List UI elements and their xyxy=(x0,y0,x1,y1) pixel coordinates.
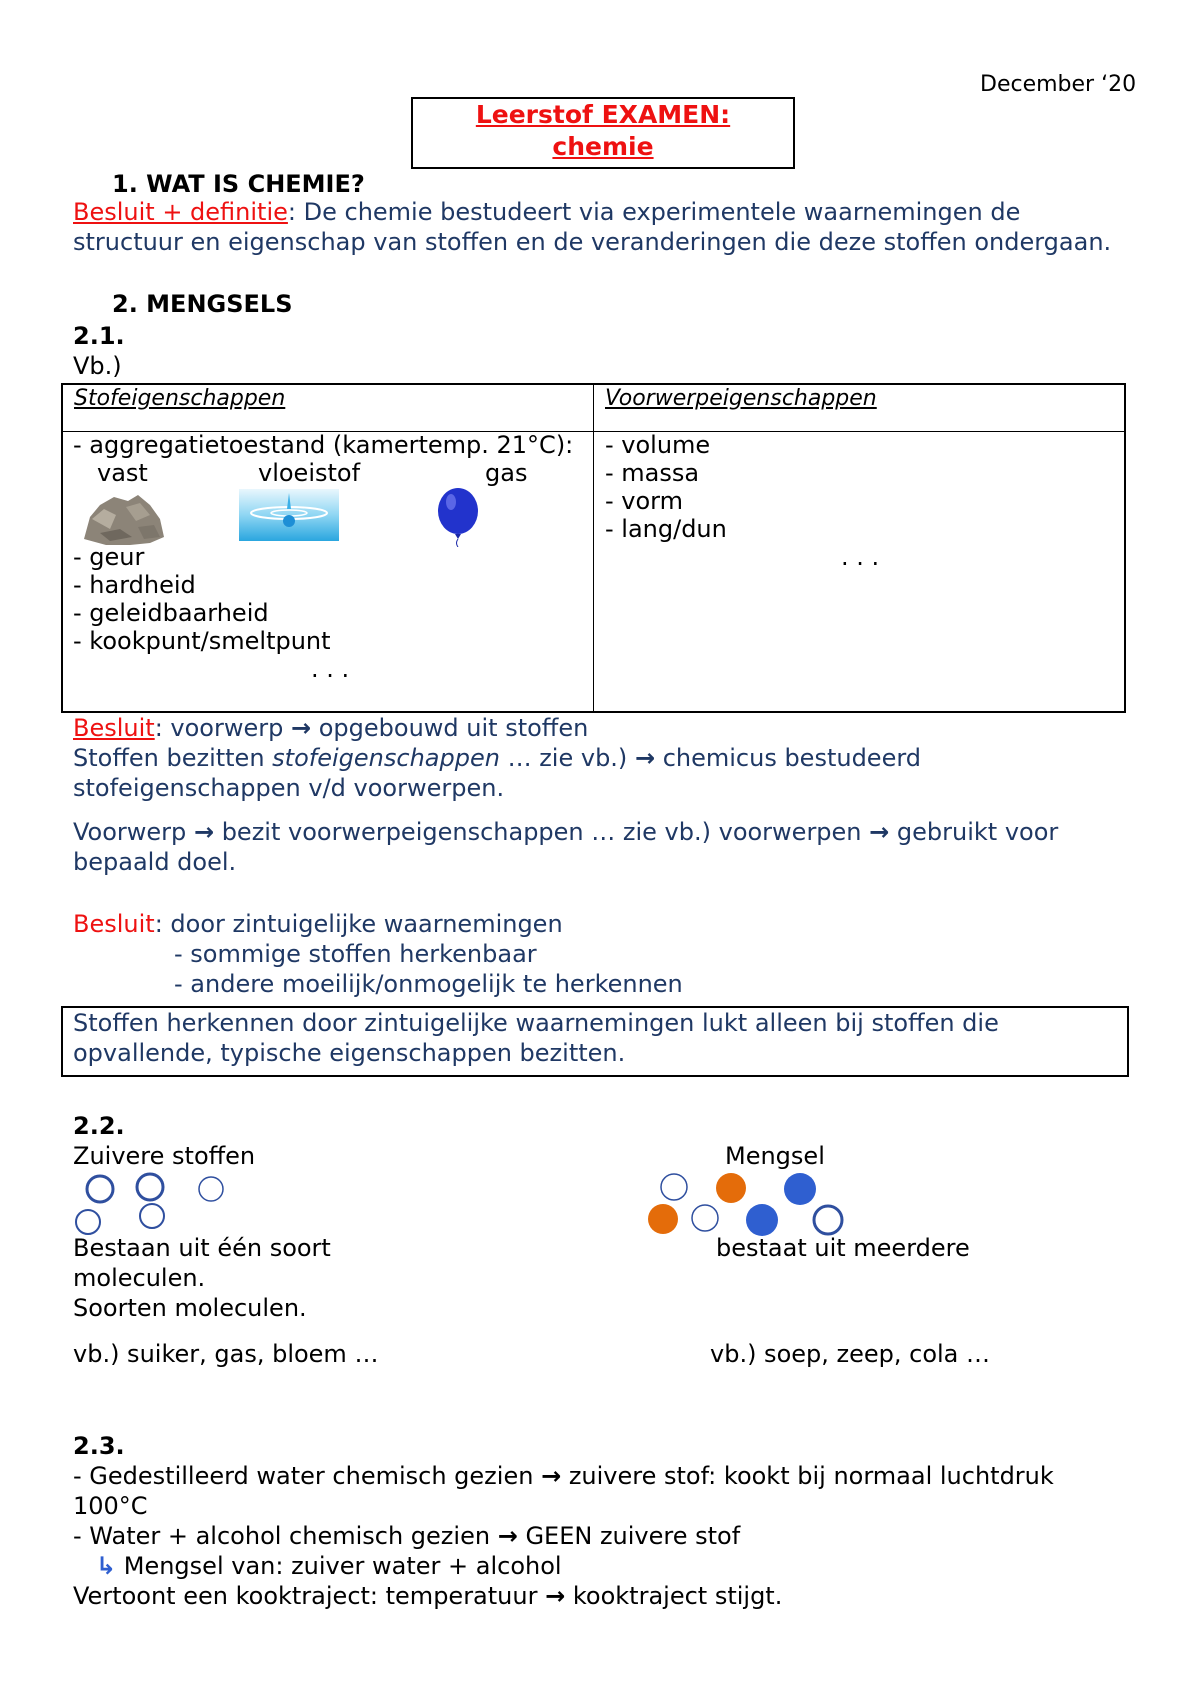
conclusion-1-text-a: : voorwerp xyxy=(154,714,284,742)
aggregation-state: - aggregatietoestand (kamertemp. 21°C): xyxy=(73,431,574,459)
col2-header: Voorwerpeigenschappen xyxy=(605,386,877,411)
arrow-icon: → xyxy=(869,818,890,846)
col2-ellipsis: . . . xyxy=(841,543,880,571)
molecule-circle-blue xyxy=(784,1173,816,1205)
s23-line-1-a: - Gedestilleerd water chemisch gezien xyxy=(73,1462,534,1490)
callout-line-1: Stoffen herkennen door zintuigelijke waarnemingen lukt alleen bij stoffen die xyxy=(73,1009,999,1037)
s23-line-1 xyxy=(73,1462,1054,1491)
s23-line-4-text: Mengsel van: zuiver water + alcohol xyxy=(123,1552,562,1580)
date-header: December ‘20 xyxy=(980,72,1137,97)
line2-b: stofeigenschappen xyxy=(272,744,500,772)
col2-item-4: - lang/dun xyxy=(605,515,727,543)
section-1-line-1 xyxy=(73,198,1020,227)
molecule-circle xyxy=(814,1206,842,1234)
callout-line-2: opvallende, typische eigenschappen bezitten. xyxy=(73,1039,626,1067)
mixture-heading: Mengsel xyxy=(725,1142,825,1170)
state-solid: vast xyxy=(97,459,148,487)
conclusion-1-line-4 xyxy=(73,818,1058,847)
subsection-2-2: 2.2. xyxy=(73,1112,125,1140)
arrow-icon: → xyxy=(545,1582,566,1610)
conclusion-1-label: Besluit xyxy=(73,714,155,742)
molecule-circle xyxy=(692,1205,718,1231)
arrow-icon: → xyxy=(541,1462,562,1490)
title-box xyxy=(411,97,795,169)
molecule-circle xyxy=(661,1174,687,1200)
molecule-circle xyxy=(76,1210,100,1234)
title-line-2: chemie xyxy=(552,132,654,161)
conclusion-2-line-2: - sommige stoffen herkenbaar xyxy=(174,940,537,968)
molecule-circle xyxy=(199,1177,223,1201)
arrow-icon: → xyxy=(497,1522,518,1550)
return-arrow-icon: ↳ xyxy=(96,1552,117,1580)
state-gas: gas xyxy=(485,459,528,487)
definition-label: Besluit + definitie xyxy=(73,198,288,226)
s23-line-5-b: kooktraject stijgt. xyxy=(572,1582,783,1610)
definition-text-1: : De chemie bestudeert via experimentele waarnemingen de xyxy=(287,198,1021,226)
rock-image xyxy=(80,489,166,547)
conclusion-1-line-2 xyxy=(73,744,921,773)
mixture-molecules-diagram xyxy=(640,1165,860,1240)
line4-a: Voorwerp xyxy=(73,818,187,846)
s23-line-3-b: GEEN zuivere stof xyxy=(525,1522,741,1550)
s23-line-2: 100°C xyxy=(73,1492,148,1520)
section-1-heading: 1. WAT IS CHEMIE? xyxy=(112,170,365,198)
col2-item-1: - volume xyxy=(605,431,711,459)
pure-example: vb.) suiker, gas, bloem … xyxy=(73,1340,379,1368)
molecule-circle-blue xyxy=(746,1204,778,1236)
pure-text-3: Soorten moleculen. xyxy=(73,1294,307,1322)
section-2-heading: 2. MENGSELS xyxy=(112,290,293,318)
state-liquid: vloeistof xyxy=(258,459,361,487)
s23-line-3-a: - Water + alcohol chemisch gezien xyxy=(73,1522,491,1550)
conclusion-2-line-3: - andere moeilijk/onmogelijk te herkennen xyxy=(174,970,683,998)
line4-b: bezit voorwerpeigenschappen … zie vb.) voorwerpen xyxy=(221,818,862,846)
line2-d: chemicus bestudeerd xyxy=(662,744,922,772)
molecule-circle xyxy=(137,1174,163,1200)
col2-item-2: - massa xyxy=(605,459,700,487)
properties-table xyxy=(61,383,1126,713)
mixture-example: vb.) soep, zeep, cola … xyxy=(710,1340,991,1368)
col2-item-3: - vorm xyxy=(605,487,683,515)
arrow-icon: → xyxy=(291,714,312,742)
conclusion-1-line-5: bepaald doel. xyxy=(73,848,237,876)
s23-line-1-b: zuivere stof: kookt bij normaal luchtdruk xyxy=(568,1462,1054,1490)
definition-text-2: structuur en eigenschap van stoffen en de veranderingen die deze stoffen ondergaan. xyxy=(73,228,1112,256)
molecule-circle-orange xyxy=(648,1204,678,1234)
pure-heading: Zuivere stoffen xyxy=(73,1142,256,1170)
title-line-1: Leerstof EXAMEN: xyxy=(475,100,731,129)
conclusion-2-label: Besluit xyxy=(73,910,155,938)
line2-c: … zie vb.) xyxy=(507,744,628,772)
col1-item-1: - geur xyxy=(73,543,145,571)
mixture-text-1: bestaat uit meerdere xyxy=(716,1234,970,1262)
line4-c: gebruikt voor xyxy=(896,818,1059,846)
pure-text-2: moleculen. xyxy=(73,1264,206,1292)
conclusion-2-text: : door zintuigelijke waarnemingen xyxy=(154,910,563,938)
arrow-icon: → xyxy=(634,744,656,772)
s23-line-3 xyxy=(73,1522,740,1551)
conclusion-1-line-3: stofeigenschappen v/d voorwerpen. xyxy=(73,774,505,802)
s23-line-5-a: Vertoont een kooktraject: temperatuur xyxy=(73,1582,538,1610)
water-splash-image xyxy=(239,489,339,541)
arrow-icon: → xyxy=(193,818,215,846)
col1-item-3: - geleidbaarheid xyxy=(73,599,269,627)
s23-line-5 xyxy=(73,1582,782,1611)
conclusion-1-line-1 xyxy=(73,714,588,743)
pure-text-1: Bestaan uit één soort xyxy=(73,1234,331,1262)
subsection-2-1: 2.1. xyxy=(73,322,125,350)
molecule-circle-orange xyxy=(716,1173,746,1203)
table-divider-vertical xyxy=(593,385,594,711)
col1-item-4: - kookpunt/smeltpunt xyxy=(73,627,331,655)
callout-box xyxy=(61,1006,1129,1077)
example-label: Vb.) xyxy=(73,352,122,380)
molecule-circle xyxy=(140,1204,164,1228)
conclusion-2-line-1 xyxy=(73,910,563,939)
col1-ellipsis: . . . xyxy=(311,655,350,683)
pure-molecules-diagram xyxy=(70,1170,240,1240)
s23-line-4 xyxy=(96,1552,562,1581)
subsection-2-3: 2.3. xyxy=(73,1432,125,1460)
conclusion-1-text-b: opgebouwd uit stoffen xyxy=(318,714,589,742)
col1-item-2: - hardheid xyxy=(73,571,196,599)
line2-a: Stoffen bezitten xyxy=(73,744,265,772)
balloon-image xyxy=(435,487,481,547)
col1-header: Stofeigenschappen xyxy=(74,386,286,411)
molecule-circle xyxy=(87,1176,113,1202)
